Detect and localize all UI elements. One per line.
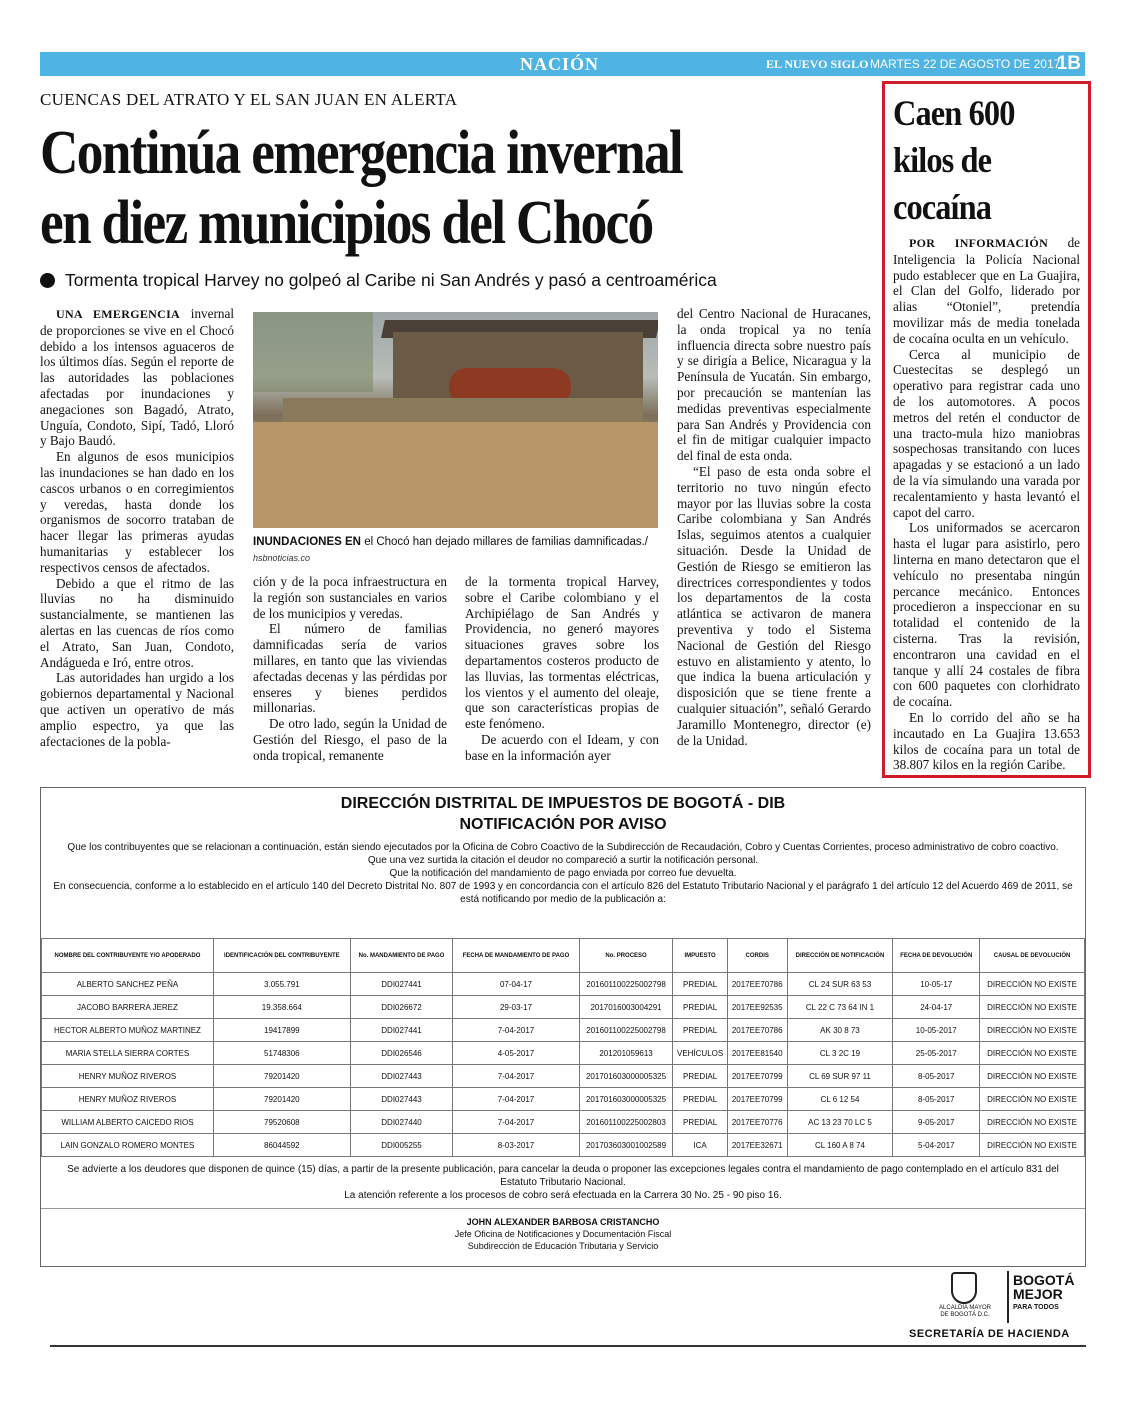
lead-in: UNA EMERGENCIA <box>56 307 181 321</box>
table-cell: 2017EE70799 <box>727 1065 787 1088</box>
table-cell: 2017EE70776 <box>727 1111 787 1134</box>
paragraph: En algunos de esos municipios las inundaciones se han dado en los cascos urbanos o en corregimientos y veredas, hasta donde los organismos de socorro trataban de hacer llegar las primeras ayudas humanitarias y establecer los respectivos censos de afectados. <box>40 449 234 575</box>
table-cell: DDI026546 <box>350 1042 452 1065</box>
page-number: 1B <box>1056 53 1081 74</box>
notice-warning: Se advierte a los deudores que disponen de quince (15) días, a partir de la presente publicación, para cancelar la deuda o proponer las excepciones legales contra el mandamiento de pago contemplado en el artículo 831 del Estatuto Tributario Nacional. La atención referente a los procesos de cobro será efectuada en la Carrera 30 No. 25 - 90 piso 16. <box>67 1164 1059 1201</box>
table-cell: DDI027441 <box>350 973 452 996</box>
table-cell: 25-05-2017 <box>893 1042 980 1065</box>
table-row <box>42 1088 1085 1111</box>
table-cell: DIRECCIÓN NO EXISTE <box>980 1042 1085 1065</box>
table-header-cell: IMPUESTO <box>673 939 728 973</box>
table-row <box>42 996 1085 1019</box>
table-cell: 2017EE92535 <box>727 996 787 1019</box>
table-cell: PREDIAL <box>673 1088 728 1111</box>
bogota-logo <box>905 1268 1085 1343</box>
table-cell: PREDIAL <box>673 1065 728 1088</box>
table-cell: 7-04-2017 <box>453 1088 579 1111</box>
paragraph: ción y de la poca infraestructura en la región son sustanciales en varios de los municipios y veredas. <box>253 574 447 621</box>
table-cell: 9-05-2017 <box>893 1111 980 1134</box>
article-column-1 <box>40 306 234 749</box>
table-cell: 4-05-2017 <box>453 1042 579 1065</box>
table-cell: 5-04-2017 <box>893 1134 980 1157</box>
table-cell: HENRY MUÑOZ RIVEROS <box>42 1065 214 1088</box>
table-cell: 2017EE32671 <box>727 1134 787 1157</box>
paragraph: de la tormenta tropical Harvey, sobre el Caribe colombiano y el Archipiélago de San Andrés y Providencia, no generó mayores situaciones graves sobre los departamentos costeros producto de las lluvias, las tormentas eléctricas, los vientos y el aumento del oleaje, que son características propias de este fenómeno. <box>465 574 659 732</box>
table-cell: 3.055.791 <box>213 973 350 996</box>
table-cell: 51748306 <box>213 1042 350 1065</box>
table-cell: DDI027443 <box>350 1088 452 1111</box>
table-header-cell: CAUSAL DE DEVOLUCIÓN <box>980 939 1085 973</box>
table-cell: PREDIAL <box>673 1019 728 1042</box>
table-cell: DDI005255 <box>350 1134 452 1157</box>
table-cell: DIRECCIÓN NO EXISTE <box>980 1065 1085 1088</box>
table-cell: 79201420 <box>213 1088 350 1111</box>
table-header-cell: No. PROCESO <box>579 939 673 973</box>
article-kicker: CUENCAS DEL ATRATO Y EL SAN JUAN EN ALERTA <box>40 90 458 109</box>
table-cell: MARIA STELLA SIERRA CORTES <box>42 1042 214 1065</box>
paragraph: De acuerdo con el Ideam, y con base en la información ayer <box>465 731 659 763</box>
table-cell: JACOBO BARRERA JEREZ <box>42 996 214 1019</box>
table-cell: 86044592 <box>213 1134 350 1157</box>
debtors-table <box>41 938 1085 1157</box>
table-cell: HENRY MUÑOZ RIVEROS <box>42 1088 214 1111</box>
table-cell: ICA <box>673 1134 728 1157</box>
table-cell: DIRECCIÓN NO EXISTE <box>980 1134 1085 1157</box>
table-cell: 2017EE70799 <box>727 1088 787 1111</box>
table-cell: 201601100225002803 <box>579 1111 673 1134</box>
table-cell: 24-04-17 <box>893 996 980 1019</box>
table-cell: 7-04-2017 <box>453 1019 579 1042</box>
sidebar-article <box>882 81 1091 778</box>
table-cell: AC 13 23 70 LC 5 <box>787 1111 893 1134</box>
article-headline <box>40 118 728 258</box>
table-row <box>42 1111 1085 1134</box>
table-cell: DIRECCIÓN NO EXISTE <box>980 1019 1085 1042</box>
alcaldia-label: ALCALDÍA MAYOR DE BOGOTÁ D.C. <box>939 1305 991 1318</box>
article-column-4 <box>677 306 871 748</box>
table-cell: CL 3 2C 19 <box>787 1042 893 1065</box>
table-cell: 7-04-2017 <box>453 1065 579 1088</box>
table-header-cell: CORDIS <box>727 939 787 973</box>
table-cell: 2017016003004291 <box>579 996 673 1019</box>
table-cell: 201201059613 <box>579 1042 673 1065</box>
table-cell: HECTOR ALBERTO MUÑOZ MARTINEZ <box>42 1019 214 1042</box>
table-cell: CL 69 SUR 97 11 <box>787 1065 893 1088</box>
sidebar-headline: Caen 600 kilos de cocaína <box>893 93 1015 227</box>
table-cell: DDI026672 <box>350 996 452 1019</box>
paragraph: invernal de proporciones se vive en el Chocó debido a los intensos aguaceros de los últimos días. Según el reporte de las autoridades las poblaciones afectadas por inundaciones y anegaciones son Bagadó, Atrato, Unguía, Condoto, Sipí, Tadó, Lloró y Bajo Baudó. <box>40 306 234 449</box>
table-cell: DDI027443 <box>350 1065 452 1088</box>
table-cell: LAIN GONZALO ROMERO MONTES <box>42 1134 214 1157</box>
table-cell: 7-04-2017 <box>453 1111 579 1134</box>
brand-wordmark: BOGOTÁ MEJOR <box>1013 1272 1075 1302</box>
notice-title: DIRECCIÓN DISTRITAL DE IMPUESTOS DE BOGOTÁ - DIB NOTIFICACIÓN POR AVISO <box>340 795 786 833</box>
divider <box>41 1208 1085 1209</box>
coat-of-arms-icon <box>951 1272 977 1304</box>
sidebar-body: POR INFORMACIÓN de Inteligencia la Policía Nacional pudo establecer que en La Guajira, el Clan del Golfo, liderado por alias “Otoniel”, pretendía movilizar más de media tonelada de cocaína oculta en un vehículo. Cerca al municipio de Cuestecitas se desplegó un operativo para registrar cada uno de los automotores. A pocos metros del retén el conductor de una tracto-mula hizo maniobras sospechosas transitando con luces apagadas y se estacionó a un lado de la vía simulando una varada por recalentamiento y hasta levantó el capot del carro. Los uniformados se acercaron hasta el lugar para asistirlo, pero linterna en mano detectaron que el vehículo no presentaba ningún percance mecánico. Entonces procedieron a inspeccionar en su totalidad el contenido de la cisterna. Tras la revisión, encontraron una cavidad en el tanque y allí 24 costales de fibra con 600 paquetes con clorhidrato de cocaína. En lo corrido del año se ha incautado en La Guajira 13.653 kilos de cocaína para un total de 38.807 kilos en la región Caribe. <box>893 235 1081 773</box>
table-cell: 201701603000005325 <box>579 1088 673 1111</box>
table-cell: 19417899 <box>213 1019 350 1042</box>
signature-block: JOHN ALEXANDER BARBOSA CRISTANCHO Jefe Oficina de Notificaciones y Documentación Fiscal Subdirección de Educación Tributaria y Servicio <box>454 1217 672 1251</box>
table-row <box>42 1134 1085 1157</box>
paragraph: Debido a que el ritmo de las lluvias no ha disminuido sustancialmente, se mantienen las alertas en las cuencas de ríos como el Atrato, San Juan, Condoto, Andágueda e Iró, entre otros. <box>40 575 234 670</box>
table-cell: ALBERTO SANCHEZ PEÑA <box>42 973 214 996</box>
table-cell: CL 24 SUR 63 53 <box>787 973 893 996</box>
table-cell: AK 30 8 73 <box>787 1019 893 1042</box>
paragraph: Los uniformados se acercaron hasta el lugar para asistirlo, pero linterna en mano detectaron que el vehículo no presentaba ningún percance mecánico. Entonces procedieron a inspeccionar en su totalidad el contenido de la cisterna. Tras la revisión, encontraron una cavidad en el tanque y allí 24 costales de fibra con 600 paquetes con clorhidrato de cocaína. <box>893 520 1080 710</box>
table-row <box>42 1019 1085 1042</box>
table-cell: DDI027440 <box>350 1111 452 1134</box>
table-cell: 2017EE70786 <box>727 1019 787 1042</box>
table-cell: 2017EE81540 <box>727 1042 787 1065</box>
newspaper-name: EL NUEVO SIGLO <box>766 57 869 71</box>
table-cell: CL 6 12 54 <box>787 1088 893 1111</box>
table-cell: CL 22 C 73 64 IN 1 <box>787 996 893 1019</box>
table-cell: 8-03-2017 <box>453 1134 579 1157</box>
table-header-cell: FECHA DE DEVOLUCIÓN <box>893 939 980 973</box>
paragraph: “El paso de esta onda sobre el territorio no tuvo ningún efecto mayor por las lluvias sobre la costa Caribe colombiana y San Andrés Islas, seguimos atentos a cualquier situación. Desde la Unidad de Gestión de Riesgo se emitieron las directrices correspondientes y todos los departamentos de la costa atlántica se activaron de manera preventiva y todo el Sistema Nacional de Gestión del Riesgo estuvo en alistamiento y atento, lo que indica la buena articulación y disposición que se tiene frente a cualquier situación”, señaló Gerardo Jaramillo Montenegro, director (e) de la Unidad. <box>677 463 871 748</box>
table-cell: VEHÍCULOS <box>673 1042 728 1065</box>
table-cell: WILLIAM ALBERTO CAICEDO RIOS <box>42 1111 214 1134</box>
notice-intro: Que los contribuyentes que se relacionan a continuación, están siendo ejecutados por la Oficina de Cobro Coactivo de la Subdirección de Recaudación, Cobro y Cuentas Corrientes, proceso administrativo de cobro coactivo. Que una vez surtida la citación el deudor no compareció a surtir la notificación personal. Que la notificación del mandamiento de pago enviada por correo fue devuelta. En consecuencia, conforme a lo establecido en el artículo 140 del Decreto Distrital No. 807 de 1993 y en concordancia con el artículo 826 del Estatuto Tributario Nacional y el parágrafo 1 del artículo 12 del Acuerdo 469 de 2011, se está notificando por medio de la publicación a: <box>53 842 1073 905</box>
paragraph: De otro lado, según la Unidad de Gestión del Riesgo, el paso de la onda tropical, remanente <box>253 716 447 763</box>
divider <box>1007 1271 1009 1323</box>
table-row <box>42 973 1085 996</box>
table-cell: PREDIAL <box>673 1111 728 1134</box>
paragraph: Las autoridades han urgido a los gobiernos departamental y Nacional que activen un operativo de más amplio espectro, ya que las afectaciones de la pobla- <box>40 670 234 749</box>
table-row <box>42 1042 1085 1065</box>
table-cell: DIRECCIÓN NO EXISTE <box>980 996 1085 1019</box>
table-cell: CL 160 A 8 74 <box>787 1134 893 1157</box>
paragraph: En lo corrido del año se ha incautado en La Guajira 13.653 kilos de cocaína para un total de 38.807 kilos en la región Caribe. <box>893 709 1080 773</box>
table-header-cell: FECHA DE MANDAMIENTO DE PAGO <box>453 939 579 973</box>
table-cell: 79520608 <box>213 1111 350 1134</box>
table-cell: 2017EE70786 <box>727 973 787 996</box>
article-column-3 <box>465 574 659 764</box>
section-name: NACIÓN <box>520 54 600 74</box>
table-cell: PREDIAL <box>673 996 728 1019</box>
table-row <box>42 1065 1085 1088</box>
paragraph: del Centro Nacional de Huracanes, la onda tropical ya no tenía influencia directa sobre nuestro país y se dirigía a Belice, Nicaragua y la Península de Yucatán. Sin embargo, por precaución se mantenían las medidas preventivas especialmente para San Andrés y Providencia con el fin de mitigar cualquier impacto del final de esta onda. <box>677 306 871 464</box>
bullet-icon <box>40 273 55 288</box>
article-subhead <box>40 270 717 291</box>
photo-caption: INUNDACIONES EN el Chocó han dejado millares de familias damnificadas./ <box>253 536 649 548</box>
tax-notice <box>40 787 1086 1267</box>
table-header-cell: IDENTIFICACIÓN DEL CONTRIBUYENTE <box>213 939 350 973</box>
secretaria-label: SECRETARÍA DE HACIENDA <box>909 1328 1070 1340</box>
table-cell: DIRECCIÓN NO EXISTE <box>980 1111 1085 1134</box>
lead-in: POR INFORMACIÓN <box>909 236 1049 250</box>
table-header-cell: No. MANDAMIENTO DE PAGO <box>350 939 452 973</box>
paragraph: El número de familias damnificadas sería de varios millares, en tanto que las viviendas afectadas decenas y las pérdidas por enseres y bienes perdidos millonarias. <box>253 621 447 716</box>
table-cell: 201701603000005325 <box>579 1065 673 1088</box>
table-cell: 8-05-2017 <box>893 1088 980 1111</box>
article-column-2 <box>253 574 447 764</box>
paragraph: Cerca al municipio de Cuestecitas se desplegó un operativo para registrar cada uno de los automotores. A pocos metros del retén el conductor de una tracto-mula hizo maniobras sospechosas transitando con luces apagadas y se estacionó a un lado de la vía simulando una varada por recalentamiento y hasta levantó el capot del carro. <box>893 346 1080 520</box>
table-cell: DIRECCIÓN NO EXISTE <box>980 973 1085 996</box>
table-cell: 201601100225002798 <box>579 973 673 996</box>
page-bottom-rule <box>50 1345 1086 1347</box>
flood-photo <box>253 312 658 528</box>
brand-tagline: PARA TODOS <box>1013 1304 1059 1311</box>
table-cell: PREDIAL <box>673 973 728 996</box>
table-cell: DIRECCIÓN NO EXISTE <box>980 1088 1085 1111</box>
table-header-cell: DIRECCIÓN DE NOTIFICACIÓN <box>787 939 893 973</box>
table-cell: 07-04-17 <box>453 973 579 996</box>
table-cell: 201703603001002589 <box>579 1134 673 1157</box>
table-header-cell: NOMBRE DEL CONTRIBUYENTE Y/O APODERADO <box>42 939 214 973</box>
headline-line-2: en diez municipios del Chocó <box>40 189 653 257</box>
table-cell: 19.358.664 <box>213 996 350 1019</box>
table-cell: 29-03-17 <box>453 996 579 1019</box>
section-header-bar <box>40 52 1085 76</box>
issue-date: MARTES 22 DE AGOSTO DE 2017 <box>870 57 1061 71</box>
subhead-text: Tormenta tropical Harvey no golpeó al Caribe ni San Andrés y pasó a centroamérica <box>65 270 717 290</box>
table-cell: DDI027441 <box>350 1019 452 1042</box>
table-cell: 8-05-2017 <box>893 1065 980 1088</box>
table-cell: 10-05-2017 <box>893 1019 980 1042</box>
table-cell: 201601100225002798 <box>579 1019 673 1042</box>
table-cell: 79201420 <box>213 1065 350 1088</box>
table-cell: 10-05-17 <box>893 973 980 996</box>
photo-credit: hsbnoticias.co <box>253 553 311 563</box>
headline-line-1: Continúa emergencia invernal <box>40 119 682 187</box>
